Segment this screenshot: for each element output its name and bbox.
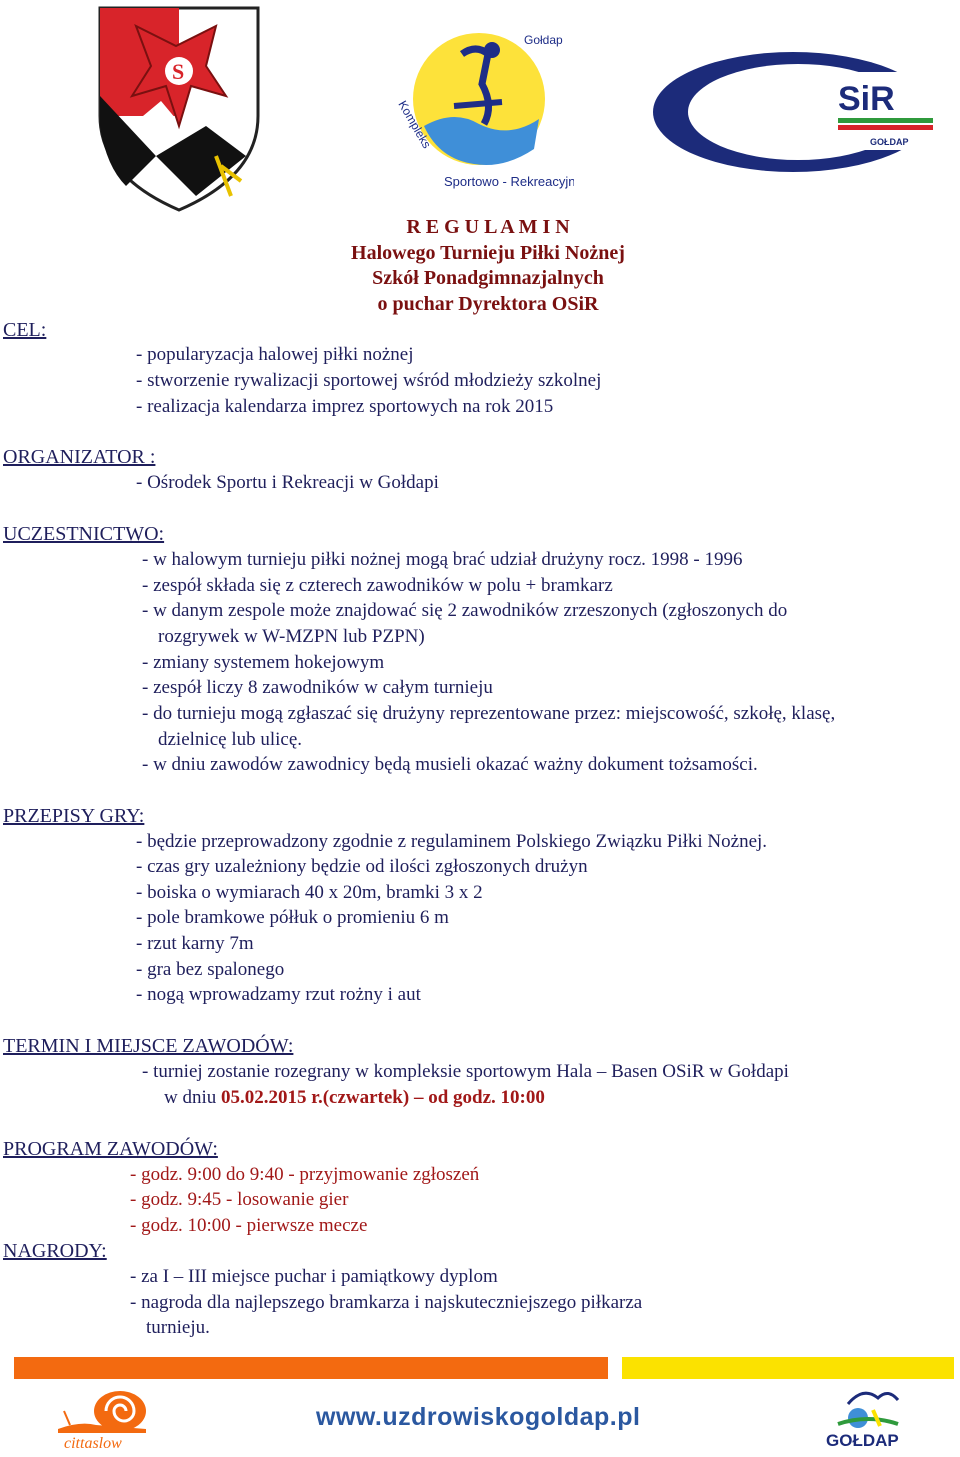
- list-item: - rzut karny 7m: [136, 933, 254, 954]
- svg-text:cittaslow: cittaslow: [64, 1435, 122, 1451]
- list-item: - zespół składa się z czterech zawodników w polu + bramkarz: [142, 575, 613, 596]
- svg-text:SiR: SiR: [838, 80, 895, 118]
- list-item: - w halowym turnieju piłki nożnej mogą brać udział drużyny rocz. 1998 - 1996: [142, 549, 743, 570]
- sir-logo: [648, 50, 938, 180]
- przepisy-heading: PRZEPISY GRY:: [3, 805, 145, 827]
- svg-text:S: S: [172, 59, 185, 84]
- schedule-item: - godz. 10:00 - pierwsze mecze: [130, 1215, 368, 1236]
- list-item: - za I – III miejsce puchar i pamiątkowy dyplom: [130, 1266, 498, 1287]
- nagrody-heading: NAGRODY:: [3, 1240, 107, 1262]
- cel-heading: CEL:: [3, 319, 47, 341]
- list-item: - nagroda dla najlepszego bramkarza i najskuteczniejszego piłkarza: [130, 1292, 643, 1313]
- list-item: - w danym zespole może znajdować się 2 zawodników zrzeszonych (zgłoszonych do: [142, 600, 788, 621]
- list-item: - popularyzacja halowej piłki nożnej: [136, 344, 414, 365]
- list-item: - czas gry uzależniony będzie od ilości zgłoszonych drużyn: [136, 856, 588, 877]
- list-item: - realizacja kalendarza imprez sportowych na rok 2015: [136, 396, 554, 417]
- title-line-4: o puchar Dyrektora OSiR: [377, 293, 599, 315]
- list-item: - pole bramkowe półłuk o promieniu 6 m: [136, 907, 449, 928]
- date-prefix: w dniu: [164, 1087, 221, 1108]
- event-date: 05.02.2015 r.(czwartek) – od godz. 10:00: [221, 1087, 545, 1108]
- list-item: - nogą wprowadzamy rzut rożny i aut: [136, 984, 421, 1005]
- list-item: rozgrywek w W-MZPN lub PZPN): [158, 626, 425, 647]
- svg-text:GOŁDAP: GOŁDAP: [870, 137, 909, 147]
- list-item: - boiska o wymiarach 40 x 20m, bramki 3 x 2: [136, 882, 483, 903]
- title-line-3: Szkół Ponadgimnazjalnych: [372, 267, 604, 289]
- kompleks-sportowy-logo: [384, 14, 574, 194]
- footer-bar-yellow: [622, 1357, 954, 1379]
- list-item: - Ośrodek Sportu i Rekreacji w Gołdapi: [136, 472, 439, 493]
- document-title: R E G U L A M I N: [406, 216, 570, 238]
- svg-text:Gołdap: Gołdap: [524, 33, 563, 47]
- goldap-logo: [818, 1384, 918, 1450]
- list-item: - zespół liczy 8 zawodników w całym turnieju: [142, 677, 493, 698]
- termin-date-line: [164, 1087, 545, 1109]
- crest-logo: [96, 6, 262, 212]
- title-line-2: Halowego Turnieju Piłki Nożnej: [351, 242, 625, 264]
- list-item: - w dniu zawodów zawodnicy będą musieli okazać ważny dokument tożsamości.: [142, 754, 758, 775]
- uczestnictwo-heading: UCZESTNICTWO:: [3, 523, 165, 545]
- organizator-heading: ORGANIZATOR :: [3, 446, 156, 468]
- list-item: turnieju.: [146, 1317, 210, 1338]
- list-item: - będzie przeprowadzony zgodnie z regulaminem Polskiego Związku Piłki Nożnej.: [136, 831, 768, 852]
- footer-bar-orange: [14, 1357, 608, 1379]
- svg-text:Kompleks: Kompleks: [395, 98, 434, 151]
- list-item: - stworzenie rywalizacji sportowej wśród młodzieży szkolnej: [136, 370, 602, 391]
- list-item: dzielnicę lub ulicę.: [158, 729, 303, 750]
- list-item: - gra bez spalonego: [136, 959, 285, 980]
- list-item: - zmiany systemem hokejowym: [142, 652, 385, 673]
- schedule-item: - godz. 9:00 do 9:40 - przyjmowanie zgłoszeń: [130, 1164, 480, 1185]
- list-item: - do turnieju mogą zgłaszać się drużyny reprezentowane przez: miejscowość, szkołę, klasę,: [142, 703, 836, 724]
- svg-text:Sportowo - Rekreacyjny: Sportowo - Rekreacyjny: [444, 174, 574, 189]
- svg-text:GOŁDAP: GOŁDAP: [826, 1431, 899, 1450]
- schedule-item: - godz. 9:45 - losowanie gier: [130, 1189, 349, 1210]
- termin-heading: TERMIN I MIEJSCE ZAWODÓW:: [3, 1035, 294, 1057]
- list-item: - turniej zostanie rozegrany w kompleksie sportowym Hala – Basen OSiR w Gołdapi: [142, 1061, 789, 1082]
- program-heading: PROGRAM ZAWODÓW:: [3, 1138, 218, 1160]
- cittaslow-logo: [50, 1385, 160, 1451]
- footer-url: www.uzdrowiskogoldap.pl: [316, 1403, 641, 1431]
